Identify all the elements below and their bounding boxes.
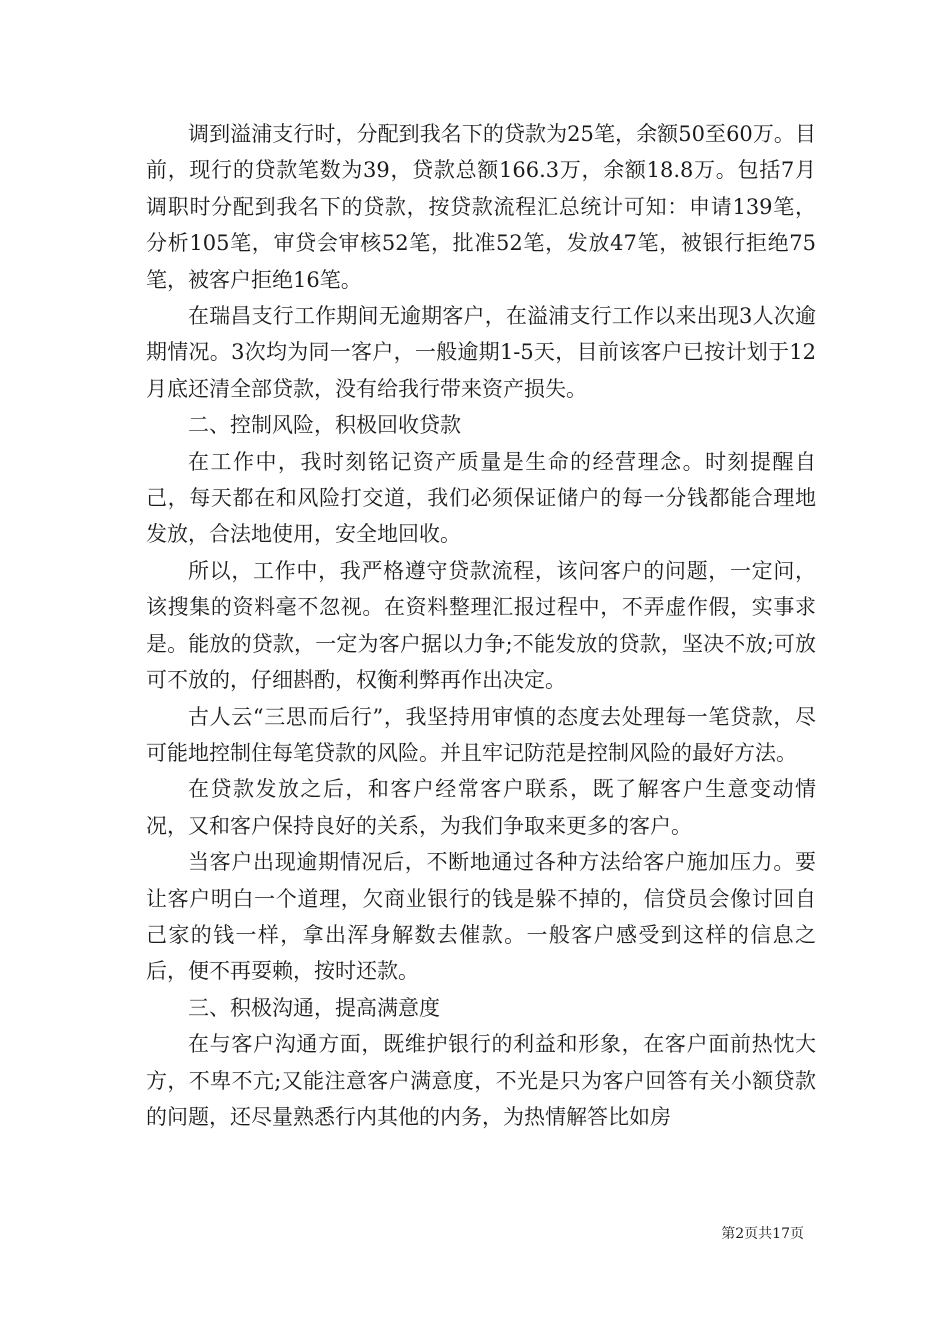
paragraph-loan-process: 所以，工作中，我严格遵守贷款流程，该问客户的问题，一定问，该搜集的资料毫不忽视。在资料整理汇报过程中，不弄虚作假，实事求是。能放的贷款，一定为客户据以力争;不能发放的贷款，坚决不放;可放可不放的，仔细斟酌，权衡利弊再作出决定。 — [146, 558, 816, 693]
paragraph-collection: 当客户出现逾期情况后，不断地通过各种方法给客户施加压力。要让客户明白一个道理，欠商业银行的钱是躲不掉的，信贷员会像讨回自己家的钱一样，拿出浑身解数去催款。一般客户感受到这样的信息之后，便不再耍赖，按时还款。 — [146, 850, 816, 984]
paragraph-customer-communication: 在与客户沟通方面，既维护银行的利益和形象，在客户面前热忱大方，不卑不亢;又能注意客户满意度，不光是只为客户回答有关小额贷款的问题，还尽量熟悉行内其他的内务，为热情解答比如房 — [146, 1032, 816, 1129]
page-number-indicator: 第2页共17页 — [721, 1226, 804, 1242]
paragraph-loan-statistics: 调到溢浦支行时，分配到我名下的贷款为25笔，余额50至60万。目前，现行的贷款笔数为39，贷款总额166.3万，余额18.8万。包括7月调职时分配到我名下的贷款，按贷款流程汇总统计可知：申请139笔，分析105笔，审贷会审核52笔，批准52笔，发放47笔，被银行拒绝75笔，被客户拒绝16笔。 — [146, 122, 816, 292]
section-heading-risk-control: 二、控制风险，积极回收贷款 — [188, 413, 461, 438]
paragraph-asset-quality: 在工作中，我时刻铭记资产质量是生命的经营理念。时刻提醒自己，每天都在和风险打交道，我们必须保证储户的每一分钱都能合理地发放，合法地使用，安全地回收。 — [146, 449, 816, 547]
paragraph-customer-contact: 在贷款发放之后，和客户经常客户联系，既了解客户生意变动情况，又和客户保持良好的关系，为我们争取来更多的客户。 — [146, 777, 816, 838]
section-heading-communication: 三、积极沟通，提高满意度 — [188, 995, 440, 1020]
paragraph-prudence: 古人云“三思而后行”，我坚持用审慎的态度去处理每一笔贷款，尽可能地控制住每笔贷款的风险。并且牢记防范是控制风险的最好方法。 — [146, 704, 816, 765]
document-body — [146, 116, 816, 1135]
paragraph-overdue-cases: 在瑞昌支行工作期间无逾期客户，在溢浦支行工作以来出现3人次逾期情况。3次均为同一客户，一般逾期1-5天，目前该客户已按计划于12月底还清全部贷款，没有给我行带来资产损失。 — [146, 304, 816, 401]
